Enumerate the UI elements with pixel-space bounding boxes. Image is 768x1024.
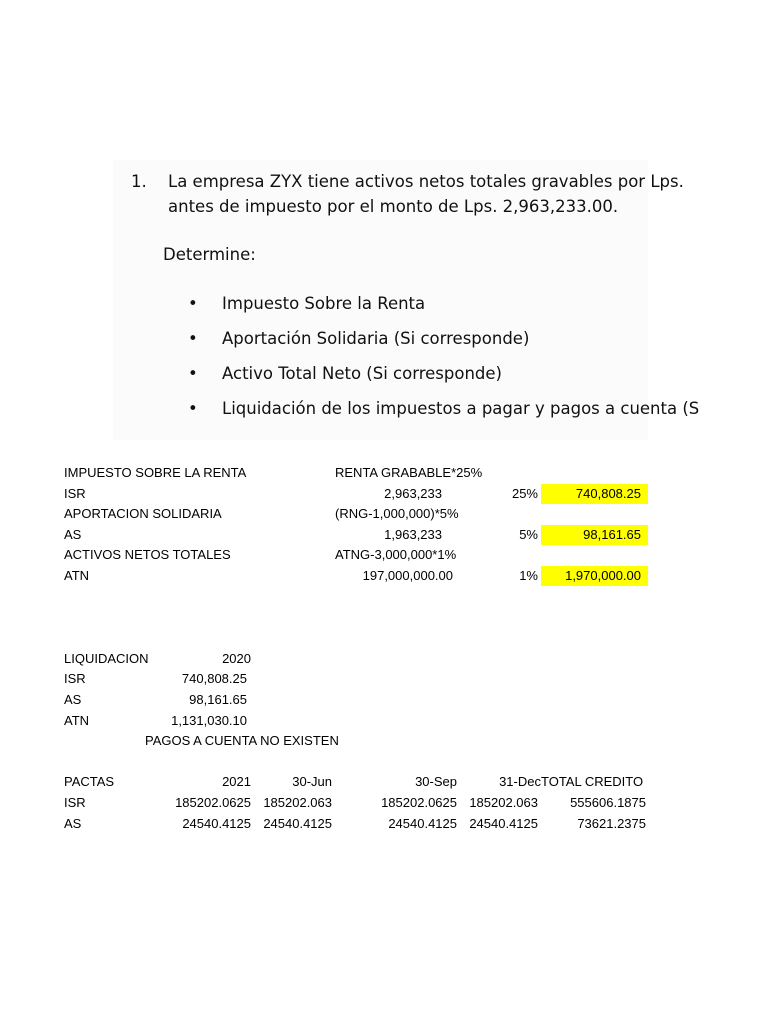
atn-header: ACTIVOS NETOS TOTALES xyxy=(64,547,231,562)
problem-line-1: La empresa ZYX tiene activos netos totales gravables por Lps. xyxy=(168,172,684,191)
liquidacion-row-label: ATN xyxy=(64,713,90,728)
as-formula: (RNG-1,000,000)*5% xyxy=(335,506,459,521)
pactas-cell: 185202.0625 xyxy=(175,795,251,810)
atn-label: ATN xyxy=(64,568,90,583)
pagos-note: PAGOS A CUENTA NO EXISTEN xyxy=(145,733,339,748)
liquidacion-header: LIQUIDACION xyxy=(64,651,149,666)
as-header: APORTACION SOLIDARIA xyxy=(64,506,222,521)
pactas-cell: 24540.4125 xyxy=(263,816,332,831)
pactas-cell: 24540.4125 xyxy=(388,816,457,831)
atn-formula: ATNG-3,000,000*1% xyxy=(335,547,457,562)
problem-number: 1. xyxy=(131,172,147,191)
isr-label: ISR xyxy=(64,486,86,501)
isr-formula: RENTA GRABABLE*25% xyxy=(335,465,483,480)
pactas-cell: 185202.0625 xyxy=(381,795,457,810)
bullet-item: Impuesto Sobre la Renta xyxy=(222,294,426,313)
liquidacion-row-label: ISR xyxy=(64,671,86,686)
liquidacion-year: 2020 xyxy=(222,651,251,666)
as-rate: 5% xyxy=(519,527,538,542)
pactas-cell: 185202.063 xyxy=(263,795,332,810)
bullet-icon: • xyxy=(188,294,198,313)
isr-base: 2,963,233 xyxy=(384,486,442,501)
problem-line-2: antes de impuesto por el monto de Lps. 2,963,233.00. xyxy=(168,197,619,216)
pactas-header-sep: 30-Sep xyxy=(415,774,457,789)
pactas-cell: 185202.063 xyxy=(469,795,538,810)
pactas-header-total: TOTAL CREDITO xyxy=(541,774,644,789)
isr-header: IMPUESTO SOBRE LA RENTA xyxy=(64,465,247,480)
bullet-icon: • xyxy=(188,364,198,383)
atn-base: 197,000,000.00 xyxy=(362,568,453,583)
liquidacion-row-value: 1,131,030.10 xyxy=(171,713,247,728)
pactas-cell: 24540.4125 xyxy=(182,816,251,831)
pactas-header-2021: 2021 xyxy=(222,774,251,789)
bullet-item: Liquidación de los impuestos a pagar y pagos a cuenta (S xyxy=(222,399,700,418)
pactas-total: 73621.2375 xyxy=(577,816,646,831)
determine-label: Determine: xyxy=(163,245,256,264)
problem-statement xyxy=(113,160,700,440)
pactas-header-jun: 30-Jun xyxy=(292,774,332,789)
atn-result: 1,970,000.00 xyxy=(541,566,648,586)
pactas-row-label: ISR xyxy=(64,795,86,810)
liquidacion-row-value: 98,161.65 xyxy=(189,692,247,707)
bullet-icon: • xyxy=(188,329,198,348)
bullet-item: Activo Total Neto (Si corresponde) xyxy=(222,364,502,383)
pactas-header-label: PACTAS xyxy=(64,774,115,789)
as-result: 98,161.65 xyxy=(541,525,648,545)
pactas-total: 555606.1875 xyxy=(570,795,646,810)
isr-result: 740,808.25 xyxy=(541,484,648,504)
pactas-header-dec: 31-Dec xyxy=(499,774,541,789)
bullet-icon: • xyxy=(188,399,198,418)
isr-rate: 25% xyxy=(511,486,538,501)
pactas-cell: 24540.4125 xyxy=(469,816,538,831)
atn-rate: 1% xyxy=(519,568,538,583)
liquidacion-row-label: AS xyxy=(64,692,82,707)
pactas-row-label: AS xyxy=(64,816,82,831)
bullet-item: Aportación Solidaria (Si corresponde) xyxy=(222,329,530,348)
as-base: 1,963,233 xyxy=(384,527,442,542)
as-label: AS xyxy=(64,527,82,542)
liquidacion-row-value: 740,808.25 xyxy=(181,671,247,686)
